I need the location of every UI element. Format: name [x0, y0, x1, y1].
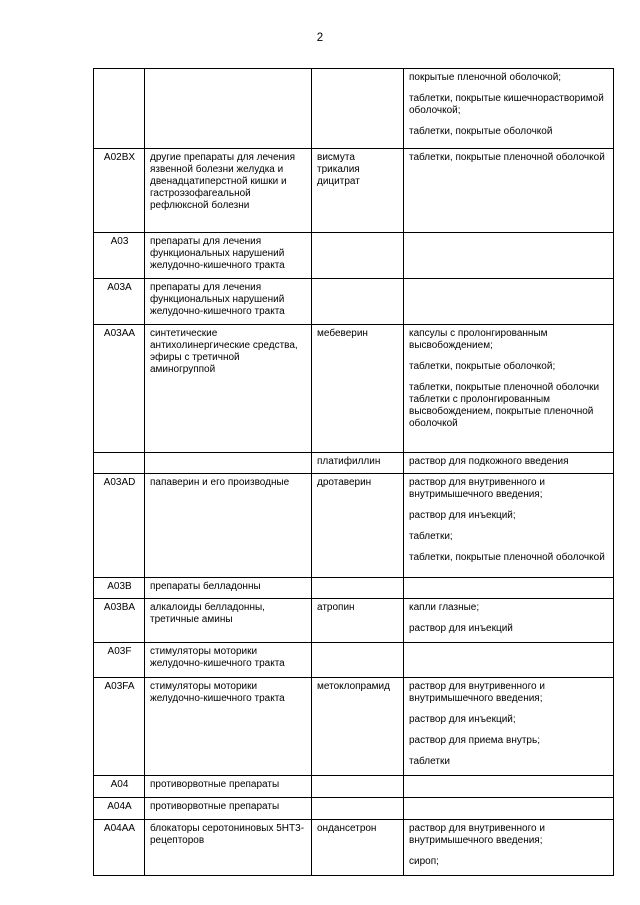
table-row [94, 233, 614, 279]
drug-cell [312, 69, 404, 149]
drug-cell: ондансетрон [312, 820, 404, 876]
drug-table [93, 68, 614, 876]
group-cell: противорвотные препараты [145, 776, 312, 798]
atc-code-cell: A03AA [94, 325, 145, 453]
table-row [94, 678, 614, 776]
drug-cell: платифиллин [312, 453, 404, 474]
dosage-form: раствор для инъекций; [409, 714, 516, 725]
forms-cell [404, 474, 614, 578]
atc-code-cell: A04 [94, 776, 145, 798]
group-cell: препараты для лечения функциональных нарушений желудочно-кишечного тракта [145, 233, 312, 279]
atc-code-cell [94, 453, 145, 474]
drug-cell: дротаверин [312, 474, 404, 578]
group-cell: препараты для лечения функциональных нарушений желудочно-кишечного тракта [145, 279, 312, 325]
group-cell: блокаторы серотониновых 5HT3-рецепторов [145, 820, 312, 876]
table-row [94, 798, 614, 820]
table-row [94, 474, 614, 578]
drug-cell [312, 776, 404, 798]
dosage-form: раствор для внутривенного и внутримышечного введения; [409, 477, 545, 500]
dosage-form: сироп; [409, 856, 439, 867]
group-cell: противорвотные препараты [145, 798, 312, 820]
dosage-form: таблетки с пролонгированным высвобождением, покрытые пленочной оболочкой [409, 394, 594, 429]
group-cell: алкалоиды белладонны, третичные амины [145, 599, 312, 643]
forms-cell [404, 820, 614, 876]
dosage-form: таблетки; [409, 531, 453, 542]
drug-cell [312, 279, 404, 325]
drug-cell: метоклопрамид [312, 678, 404, 776]
forms-cell [404, 578, 614, 599]
forms-cell [404, 643, 614, 678]
table-row [94, 599, 614, 643]
atc-code-cell: A03AD [94, 474, 145, 578]
table-row [94, 453, 614, 474]
group-cell [145, 69, 312, 149]
forms-cell [404, 69, 614, 149]
dosage-form: таблетки, покрытые пленочной оболочкой [409, 552, 605, 563]
atc-code-cell: A04A [94, 798, 145, 820]
forms-cell [404, 776, 614, 798]
atc-code-cell: A04AA [94, 820, 145, 876]
table-row [94, 820, 614, 876]
dosage-form: таблетки, покрытые оболочкой [409, 126, 553, 137]
forms-cell [404, 233, 614, 279]
forms-cell [404, 453, 614, 474]
dosage-form: покрытые пленочной оболочкой; [409, 72, 562, 83]
forms-cell [404, 599, 614, 643]
table-row [94, 578, 614, 599]
dosage-form: таблетки, покрытые оболочкой; [409, 361, 556, 372]
dosage-form: раствор для инъекций; [409, 510, 516, 521]
group-cell: препараты белладонны [145, 578, 312, 599]
atc-code-cell: A03FA [94, 678, 145, 776]
forms-cell [404, 279, 614, 325]
atc-code-cell: A03F [94, 643, 145, 678]
atc-code-cell: A03A [94, 279, 145, 325]
table-row [94, 325, 614, 453]
dosage-form: капсулы с пролонгированным высвобождением; [409, 328, 548, 351]
drug-cell: висмута трикалия дицитрат [312, 149, 404, 233]
atc-code-cell [94, 69, 145, 149]
drug-cell [312, 578, 404, 599]
dosage-form: раствор для инъекций [409, 623, 513, 634]
dosage-form: раствор для внутривенного и внутримышечного введения; [409, 681, 545, 704]
table-row [94, 643, 614, 678]
drug-cell [312, 798, 404, 820]
atc-code-cell: A03 [94, 233, 145, 279]
forms-cell [404, 149, 614, 233]
table-row [94, 149, 614, 233]
page-number: 2 [316, 32, 324, 44]
dosage-form: таблетки, покрытые пленочной оболочкой [409, 152, 605, 163]
drug-cell: атропин [312, 599, 404, 643]
table-row [94, 776, 614, 798]
group-cell: стимуляторы моторики желудочно-кишечного тракта [145, 643, 312, 678]
drug-cell: мебеверин [312, 325, 404, 453]
forms-cell [404, 678, 614, 776]
dosage-form: раствор для подкожного введения [409, 456, 569, 467]
group-cell: синтетические антихолинергические средства, эфиры с третичной аминогруппой [145, 325, 312, 453]
dosage-form: раствор для приема внутрь; [409, 735, 540, 746]
group-cell [145, 453, 312, 474]
atc-code-cell: A03B [94, 578, 145, 599]
dosage-form: капли глазные; [409, 602, 480, 613]
group-cell: стимуляторы моторики желудочно-кишечного тракта [145, 678, 312, 776]
dosage-form: таблетки, покрытые кишечнорастворимой оболочкой; [409, 93, 604, 116]
drug-cell [312, 643, 404, 678]
dosage-form: раствор для внутривенного и внутримышечного введения; [409, 823, 545, 846]
atc-code-cell: A02BX [94, 149, 145, 233]
atc-code-cell: A03BA [94, 599, 145, 643]
group-cell: папаверин и его производные [145, 474, 312, 578]
forms-cell [404, 798, 614, 820]
group-cell: другие препараты для лечения язвенной болезни желудка и двенадцатиперстной кишки и гастроэзофагеальной рефлюксной болезни [145, 149, 312, 233]
forms-cell [404, 325, 614, 453]
drug-cell [312, 233, 404, 279]
table-row [94, 279, 614, 325]
table-row [94, 69, 614, 149]
dosage-form: таблетки, покрытые пленочной оболочки [409, 382, 600, 393]
dosage-form: таблетки [409, 756, 450, 767]
